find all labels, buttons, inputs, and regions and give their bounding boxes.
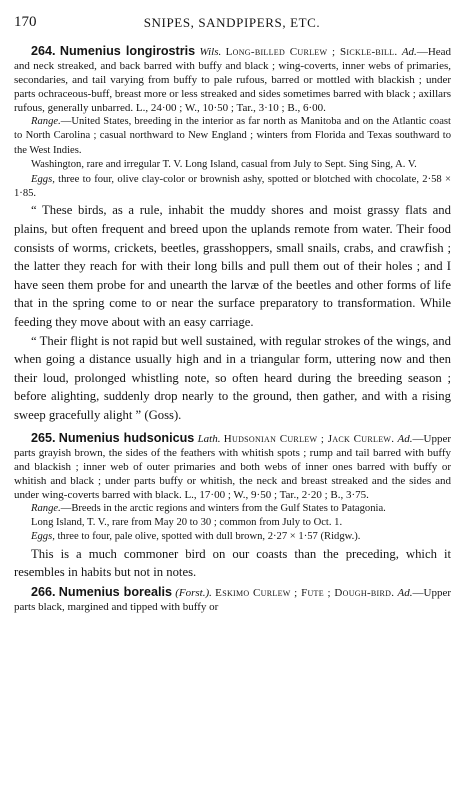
species-266-common-names: Eskimo Curlew ; Fute ; Dough-bird. <box>215 586 395 599</box>
species-265-number: 265. <box>31 430 56 445</box>
species-264-local-records: Washington, rare and irregular T. V. Long Island, casual from July to Sept. Sing Sing, A. V. <box>31 159 417 171</box>
species-266-name: Numenius borealis <box>58 584 172 599</box>
species-266-adult-text: —Upper parts black, margined and tipped with buffy or <box>14 586 452 613</box>
species-264-adult-text: —Head and neck streaked, and back barred with buffy and black ; wing-coverts, inner webs of primaries, secondaries, and tail varying from buffy to pale rufous, barred or mottled with blackish ; under parts ochraceous-buff, breast more or less streaked and sides sometimes barred with black ; axillars rufous, generally unbarred. L., 24·00 ; W., 10·50 ; Tar., 3·10 ; B., 6·00. <box>14 46 452 114</box>
species-265-local-records: Long Island, T. V., rare from May 20 to 30 ; common from July to Oct. 1. <box>31 516 343 528</box>
species-264-description <box>14 44 451 115</box>
species-265-eggs-text: three to four, pale olive, spotted with dull brown, 2·27 × 1·57 (Ridgw.). <box>54 531 361 543</box>
species-264-adult-label: Ad. <box>401 46 417 58</box>
species-264-common-names: Long-billed Curlew ; Sickle-bill. <box>225 46 398 58</box>
page-body <box>14 44 451 614</box>
species-266-number: 266. <box>31 584 56 599</box>
species-265-authority: Lath. <box>197 432 221 445</box>
species-264-authority: Wils. <box>199 46 222 58</box>
species-265-common-names: Hudsonian Curlew ; Jack Curlew. <box>223 432 395 445</box>
species-264-range-label: Range. <box>31 116 61 127</box>
species-265-adult-label: Ad. <box>397 432 413 445</box>
species-264-quote-paragraph-2: “ Their flight is not rapid but well sustained, with regular strokes of the wings, and when going a distance usually high and in a triangular form, uttering now and then their loud, prolonged whistling note, so often heard during the breeding season ; before alighting, suddenly drop nearly to the ground, then gather, and with a rising sweep gracefully alight ” (Goss). <box>14 333 451 422</box>
species-264-number: 264. <box>31 44 56 58</box>
species-264-name: Numenius longirostris <box>59 44 196 58</box>
species-265-eggs-label: Eggs, <box>31 531 55 543</box>
species-264-eggs-label: Eggs, <box>31 173 55 185</box>
species-265-range-text: —Breeds in the arctic regions and winters from the Gulf States to Patagonia. <box>60 502 386 514</box>
species-264-quote-paragraph-1: “ These birds, as a rule, inhabit the muddy shores and moist grassy flats and plains, but often frequent and breed upon the uplands remote from water. Their food consists of worms, crickets, beetles, grasshoppers, small snails, crabs, and crawfish ; the latter they reach for with their long bills and pull them out of their holes ; and I have seen them probe for and unearth the larvæ of the beetles and other forms of life that in the spring come to or near the surface preparatory to transformation. While feeding they move about with an easy carriage. <box>14 203 451 329</box>
species-264-range <box>14 115 451 158</box>
species-265-note: This is a much commoner bird on our coasts than the preceding, which it resembles in habits but not in notes. <box>14 546 451 580</box>
species-265-range <box>14 502 451 516</box>
species-265-range-label: Range. <box>31 502 61 514</box>
species-264-eggs-text: three to four, olive clay-color or brownish ashy, spotted or blotched with chocolate, 2·58 × 1·85. <box>14 173 451 200</box>
species-265-description <box>14 431 451 502</box>
species-265-eggs <box>14 530 451 544</box>
species-266-description <box>14 585 451 614</box>
species-265-adult-text: —Upper parts grayish brown, the sides of the feathers with whitish spots ; rump and tail barred with buffy and blackish ; inner web of outer primaries and both webs of inner ones barred with buffy or whitish and black ; under parts buffy or whitish, the neck and breast streaked and the sides and under wing-coverts barred with black. L., 17·00 ; W., 9·50 ; Tar., 2·20 ; B., 3·75. <box>14 432 452 501</box>
species-265-name: Numenius hudsonicus <box>58 430 195 445</box>
page-number: 170 <box>14 14 37 30</box>
running-title: SNIPES, SANDPIPERS, ETC. <box>143 15 321 30</box>
species-264-range-text: —United States, breeding in the interior as far north as Manitoba and on the Atlantic coast to North Carolina ; casual northward to New England ; winters from Florida and Texas southward to the West Indies. <box>14 116 451 156</box>
species-266-authority: (Forst.). <box>175 586 212 599</box>
species-266-adult-label: Ad. <box>397 586 413 599</box>
species-264-eggs <box>14 173 451 202</box>
page-header <box>14 14 450 30</box>
